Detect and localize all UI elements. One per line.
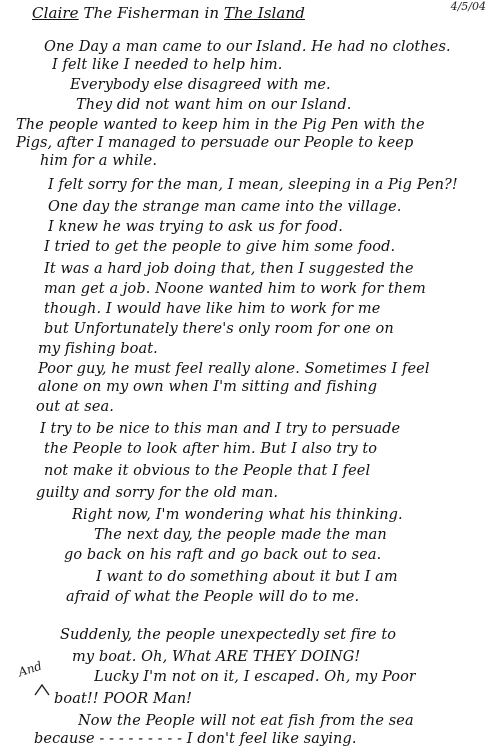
text-line: guilty and sorry for the old man. [36, 485, 279, 501]
text-line: not make it obvious to the People that I feel [44, 463, 371, 479]
text-line: Everybody else disagreed with me. [70, 77, 331, 93]
title-place: The Island [224, 4, 305, 22]
title-line [32, 4, 305, 22]
author-name: Claire [32, 4, 79, 22]
text-line: my fishing boat. [38, 341, 158, 357]
text-line: Suddenly, the people unexpectedly set fire to [60, 627, 397, 643]
text-line: One day the strange man came into the village. [48, 199, 402, 215]
text-line: out at sea. [36, 399, 114, 415]
text-line: Now the People will not eat fish from the sea [78, 713, 414, 729]
text-line: alone on my own when I'm sitting and fishing [38, 379, 378, 395]
margin-note: And [16, 658, 44, 680]
date: 4/5/04 [450, 0, 486, 13]
text-line: One Day a man came to our Island. He had no clothes. [44, 39, 451, 55]
text-line: I felt like I needed to help him. [52, 57, 283, 73]
text-line: Pigs, after I managed to persuade our People to keep [16, 135, 414, 151]
text-line: man get a job. Noone wanted him to work for them [44, 281, 426, 297]
text-line: but Unfortunately there's only room for one on [44, 321, 394, 337]
text-line: afraid of what the People will do to me. [66, 589, 360, 605]
text-line: I knew he was trying to ask us for food. [48, 219, 343, 235]
text-line: go back on his raft and go back out to sea. [64, 547, 382, 563]
text-line: It was a hard job doing that, then I suggested the [44, 261, 414, 277]
text-line: The next day, the people made the man [94, 527, 387, 543]
text-line: my boat. Oh, What ARE THEY DOING! [72, 649, 361, 665]
text-line: Lucky I'm not on it, I escaped. Oh, my Poor [94, 669, 416, 685]
text-line: boat!! POOR Man! [54, 691, 193, 707]
text-line: They did not want him on our Island. [76, 97, 352, 113]
text-line: I want to do something about it but I am [96, 569, 398, 585]
text-line: the People to look after him. But I also try to [44, 441, 378, 457]
text-line: Right now, I'm wondering what his thinking. [72, 507, 403, 523]
text-line: The people wanted to keep him in the Pig Pen with the [16, 117, 425, 133]
text-line: I felt sorry for the man, I mean, sleeping in a Pig Pen?! [48, 177, 458, 193]
title-prefix: The Fisherman in [83, 4, 220, 22]
text-line: I try to be nice to this man and I try to persuade [40, 421, 401, 437]
text-line: Poor guy, he must feel really alone. Sometimes I feel [38, 361, 430, 377]
text-line: I tried to get the people to give him some food. [44, 239, 396, 255]
text-line: though. I would have like him to work for me [44, 301, 381, 317]
text-line: him for a while. [40, 153, 158, 169]
insertion-caret-icon [34, 684, 50, 696]
text-line: because - - - - - - - - - I don't feel like saying. [34, 731, 357, 747]
